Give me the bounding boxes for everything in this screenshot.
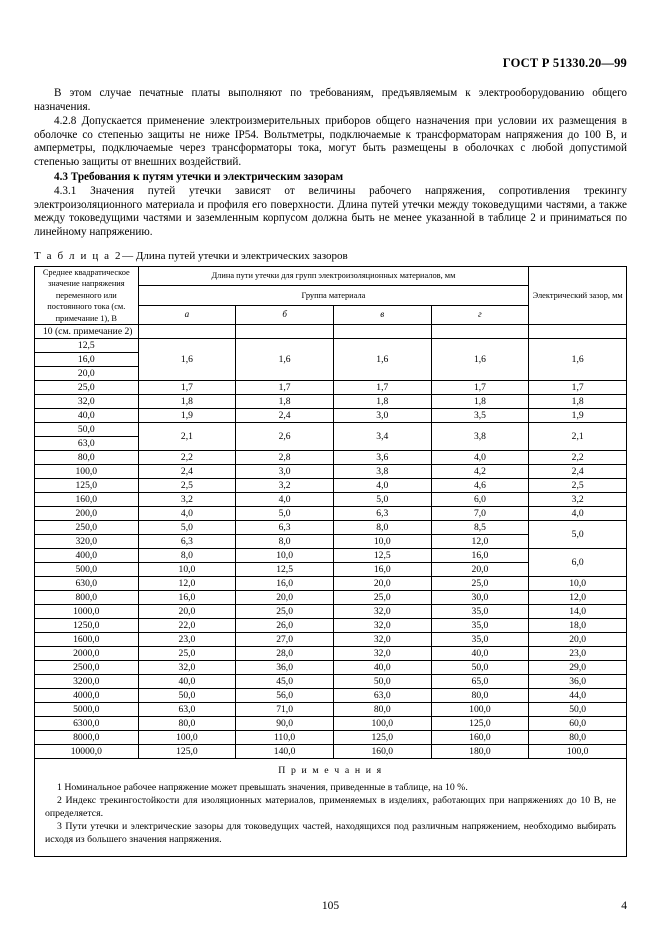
table-row bbox=[35, 577, 627, 591]
cell-b: 16,0 bbox=[236, 577, 334, 591]
cell-g: 80,0 bbox=[431, 689, 529, 703]
cell-voltage: 100,0 bbox=[35, 465, 139, 479]
cell-g: 65,0 bbox=[431, 675, 529, 689]
table-row bbox=[35, 521, 627, 535]
cell-b: 140,0 bbox=[236, 745, 334, 759]
cell-v: 32,0 bbox=[333, 647, 431, 661]
cell-a: 1,7 bbox=[138, 381, 236, 395]
cell-b: 20,0 bbox=[236, 591, 334, 605]
cell-b: 4,0 bbox=[236, 493, 334, 507]
cell-e: 20,0 bbox=[529, 633, 627, 647]
table-row bbox=[35, 381, 627, 395]
cell-b: 8,0 bbox=[236, 535, 334, 549]
cell-b: 2,6 bbox=[236, 423, 334, 451]
cell-e: 60,0 bbox=[529, 717, 627, 731]
cell-v: 12,5 bbox=[333, 549, 431, 563]
cell-voltage: 630,0 bbox=[35, 577, 139, 591]
cell-a: 3,2 bbox=[138, 493, 236, 507]
cell-b: 56,0 bbox=[236, 689, 334, 703]
table-header-row-1 bbox=[35, 266, 627, 286]
cell-a: 5,0 bbox=[138, 521, 236, 535]
table-row bbox=[35, 591, 627, 605]
table-row bbox=[35, 465, 627, 479]
cell-a: 2,5 bbox=[138, 479, 236, 493]
cell-a: 4,0 bbox=[138, 507, 236, 521]
table-row-note bbox=[35, 325, 627, 339]
cell-v: 1,6 bbox=[333, 339, 431, 381]
cell-g: 125,0 bbox=[431, 717, 529, 731]
cell-a: 23,0 bbox=[138, 633, 236, 647]
cell-a: 20,0 bbox=[138, 605, 236, 619]
cell-v: 6,3 bbox=[333, 507, 431, 521]
cell-v: 160,0 bbox=[333, 745, 431, 759]
header-group-b: б bbox=[236, 305, 334, 325]
cell-b: 1,6 bbox=[236, 339, 334, 381]
paragraph-431: 4.3.1 Значения путей утечки зависят от величины рабочего напряжения, сопротивления трекингу электроизоляционного материала и профиля его поверхности. Длина путей утечки между токоведущими частями, а также между токоведущими частями и заземленным корпусом должна быть не менее указанной в таблице 2 и приниматься по линейному напряжению. bbox=[34, 185, 627, 238]
note-item: 3 Пути утечки и электрические зазоры для токоведущих частей, находящихся под различным напряжением, необходимо выбирать исходя из большего значения напряжения. bbox=[45, 821, 616, 845]
cell-v: 1,7 bbox=[333, 381, 431, 395]
table-row bbox=[35, 507, 627, 521]
cell-e: 14,0 bbox=[529, 605, 627, 619]
cell-b: 1,7 bbox=[236, 381, 334, 395]
cell-e: 50,0 bbox=[529, 703, 627, 717]
cell-e: 4,0 bbox=[529, 507, 627, 521]
cell-b: 45,0 bbox=[236, 675, 334, 689]
header-group-v: в bbox=[333, 305, 431, 325]
cell-a: 63,0 bbox=[138, 703, 236, 717]
cell-voltage: 3200,0 bbox=[35, 675, 139, 689]
cell-e: 1,8 bbox=[529, 395, 627, 409]
cell-e: 6,0 bbox=[529, 549, 627, 577]
cell-b: 12,5 bbox=[236, 563, 334, 577]
header-material-group: Группа материала bbox=[138, 286, 529, 306]
cell-b: 6,3 bbox=[236, 521, 334, 535]
cell-g: 30,0 bbox=[431, 591, 529, 605]
cell-voltage: 8000,0 bbox=[35, 731, 139, 745]
table-row bbox=[35, 731, 627, 745]
cell-blank-v bbox=[333, 325, 431, 339]
cell-blank-e bbox=[529, 325, 627, 339]
cell-v: 25,0 bbox=[333, 591, 431, 605]
cell-v: 3,6 bbox=[333, 451, 431, 465]
cell-g: 4,0 bbox=[431, 451, 529, 465]
table-row bbox=[35, 619, 627, 633]
table-row bbox=[35, 703, 627, 717]
cell-e: 3,2 bbox=[529, 493, 627, 507]
cell-v: 16,0 bbox=[333, 563, 431, 577]
section-heading-43: 4.3 Требования к путям утечки и электрическим зазорам bbox=[54, 170, 344, 183]
table-row bbox=[35, 633, 627, 647]
cell-a: 2,1 bbox=[138, 423, 236, 451]
cell-b: 90,0 bbox=[236, 717, 334, 731]
cell-blank-a bbox=[138, 325, 236, 339]
cell-e: 10,0 bbox=[529, 577, 627, 591]
cell-voltage: 20,0 bbox=[35, 367, 139, 381]
cell-b: 3,0 bbox=[236, 465, 334, 479]
cell-g: 50,0 bbox=[431, 661, 529, 675]
table-row bbox=[35, 423, 627, 437]
cell-voltage: 1000,0 bbox=[35, 605, 139, 619]
cell-voltage: 25,0 bbox=[35, 381, 139, 395]
header-clearance: Электрический зазор, мм bbox=[529, 266, 627, 325]
cell-g: 1,7 bbox=[431, 381, 529, 395]
table-row bbox=[35, 605, 627, 619]
cell-e: 36,0 bbox=[529, 675, 627, 689]
cell-voltage: 6300,0 bbox=[35, 717, 139, 731]
cell-b: 1,8 bbox=[236, 395, 334, 409]
cell-e: 1,9 bbox=[529, 409, 627, 423]
cell-voltage: 32,0 bbox=[35, 395, 139, 409]
cell-e: 12,0 bbox=[529, 591, 627, 605]
cell-v: 50,0 bbox=[333, 675, 431, 689]
cell-g: 12,0 bbox=[431, 535, 529, 549]
cell-voltage: 320,0 bbox=[35, 535, 139, 549]
header-creepage-group: Длина пути утечки для групп электроизоляционных материалов, мм bbox=[138, 266, 529, 286]
cell-b: 2,8 bbox=[236, 451, 334, 465]
cell-e: 44,0 bbox=[529, 689, 627, 703]
cell-v: 32,0 bbox=[333, 605, 431, 619]
table-row bbox=[35, 493, 627, 507]
cell-e: 29,0 bbox=[529, 661, 627, 675]
cell-e: 2,4 bbox=[529, 465, 627, 479]
table-caption-text: — Длина путей утечки и электрических зазоров bbox=[122, 249, 348, 262]
cell-voltage: 160,0 bbox=[35, 493, 139, 507]
paragraph-428: 4.2.8 Допускается применение электроизмерительных приборов общего назначения при условии их размещения в оболочке со степенью защиты не ниже IP54. Вольтметры, подключаемые к трансформаторам напряжения до 100 В, и амперметры, подключаемые через трансформаторы тока, могут быть размещены в оболочках с любой допустимой степенью защиты от внешних воздействий. bbox=[34, 115, 627, 168]
cell-g: 160,0 bbox=[431, 731, 529, 745]
cell-e: 1,6 bbox=[529, 339, 627, 381]
cell-voltage: 400,0 bbox=[35, 549, 139, 563]
header-group-g: г bbox=[431, 305, 529, 325]
header-group-a: a bbox=[138, 305, 236, 325]
cell-v: 32,0 bbox=[333, 633, 431, 647]
header-voltage: Среднее квадратическое значение напряжения переменного или постоянного тока (см. примечание 1), В bbox=[35, 266, 139, 325]
document-standard-number: ГОСТ Р 51330.20—99 bbox=[502, 56, 627, 70]
cell-g: 35,0 bbox=[431, 605, 529, 619]
cell-voltage: 2500,0 bbox=[35, 661, 139, 675]
cell-a: 16,0 bbox=[138, 591, 236, 605]
cell-voltage: 200,0 bbox=[35, 507, 139, 521]
cell-g: 3,5 bbox=[431, 409, 529, 423]
cell-b: 28,0 bbox=[236, 647, 334, 661]
page-footer bbox=[34, 900, 627, 912]
table-caption bbox=[34, 250, 627, 262]
table-row bbox=[35, 745, 627, 759]
cell-g: 100,0 bbox=[431, 703, 529, 717]
cell-a: 8,0 bbox=[138, 549, 236, 563]
cell-a: 125,0 bbox=[138, 745, 236, 759]
cell-voltage: 40,0 bbox=[35, 409, 139, 423]
cell-g: 35,0 bbox=[431, 633, 529, 647]
cell-a: 1,6 bbox=[138, 339, 236, 381]
cell-g: 35,0 bbox=[431, 619, 529, 633]
cell-v: 32,0 bbox=[333, 619, 431, 633]
creepage-distance-table bbox=[34, 266, 627, 760]
cell-g: 4,2 bbox=[431, 465, 529, 479]
cell-g: 3,8 bbox=[431, 423, 529, 451]
cell-a: 100,0 bbox=[138, 731, 236, 745]
cell-voltage: 500,0 bbox=[35, 563, 139, 577]
cell-v: 8,0 bbox=[333, 521, 431, 535]
cell-g: 7,0 bbox=[431, 507, 529, 521]
paragraph-1: В этом случае печатные платы выполняют по требованиям, предъявляемым к электрооборудованию общего назначения. bbox=[34, 87, 627, 113]
cell-v: 4,0 bbox=[333, 479, 431, 493]
cell-a: 1,8 bbox=[138, 395, 236, 409]
cell-v: 3,8 bbox=[333, 465, 431, 479]
cell-blank-b bbox=[236, 325, 334, 339]
cell-v: 20,0 bbox=[333, 577, 431, 591]
cell-voltage: 12,5 bbox=[35, 339, 139, 353]
cell-b: 25,0 bbox=[236, 605, 334, 619]
cell-g: 4,6 bbox=[431, 479, 529, 493]
cell-v: 5,0 bbox=[333, 493, 431, 507]
cell-g: 8,5 bbox=[431, 521, 529, 535]
cell-e: 18,0 bbox=[529, 619, 627, 633]
cell-g: 1,8 bbox=[431, 395, 529, 409]
cell-b: 110,0 bbox=[236, 731, 334, 745]
cell-b: 5,0 bbox=[236, 507, 334, 521]
cell-e: 1,7 bbox=[529, 381, 627, 395]
table-row bbox=[35, 395, 627, 409]
table-row bbox=[35, 479, 627, 493]
cell-voltage: 50,0 bbox=[35, 423, 139, 437]
cell-g: 40,0 bbox=[431, 647, 529, 661]
table-row bbox=[35, 717, 627, 731]
cell-g: 25,0 bbox=[431, 577, 529, 591]
cell-e: 80,0 bbox=[529, 731, 627, 745]
cell-e: 2,1 bbox=[529, 423, 627, 451]
cell-g: 180,0 bbox=[431, 745, 529, 759]
cell-b: 10,0 bbox=[236, 549, 334, 563]
cell-b: 2,4 bbox=[236, 409, 334, 423]
table-row bbox=[35, 689, 627, 703]
cell-voltage: 2000,0 bbox=[35, 647, 139, 661]
cell-e: 5,0 bbox=[529, 521, 627, 549]
table-row bbox=[35, 661, 627, 675]
cell-v: 3,0 bbox=[333, 409, 431, 423]
cell-b: 3,2 bbox=[236, 479, 334, 493]
cell-voltage: 4000,0 bbox=[35, 689, 139, 703]
cell-voltage: 5000,0 bbox=[35, 703, 139, 717]
table-row bbox=[35, 451, 627, 465]
table-caption-label: Т а б л и ц а 2 bbox=[34, 249, 123, 262]
note-item: 2 Индекс трекингостойкости для изоляционных материалов, применяемых в изделиях, работающих при напряжениях до 10 В, не определяется. bbox=[45, 795, 616, 819]
cell-voltage-note: 10 (см. примечание 2) bbox=[35, 325, 139, 339]
cell-a: 50,0 bbox=[138, 689, 236, 703]
cell-a: 40,0 bbox=[138, 675, 236, 689]
table-row bbox=[35, 549, 627, 563]
cell-voltage: 800,0 bbox=[35, 591, 139, 605]
notes-title: П р и м е ч а н и я bbox=[278, 765, 383, 777]
cell-v: 40,0 bbox=[333, 661, 431, 675]
cell-e: 100,0 bbox=[529, 745, 627, 759]
page-number: 105 bbox=[321, 900, 340, 912]
cell-voltage: 125,0 bbox=[35, 479, 139, 493]
cell-v: 63,0 bbox=[333, 689, 431, 703]
cell-a: 6,3 bbox=[138, 535, 236, 549]
cell-g: 6,0 bbox=[431, 493, 529, 507]
cell-a: 32,0 bbox=[138, 661, 236, 675]
note-item: 1 Номинальное рабочее напряжение может превышать значения, приведенные в таблице, на 10 %. bbox=[57, 781, 468, 793]
section-number: 4 bbox=[621, 900, 627, 912]
cell-b: 27,0 bbox=[236, 633, 334, 647]
cell-voltage: 63,0 bbox=[35, 437, 139, 451]
cell-a: 22,0 bbox=[138, 619, 236, 633]
table-row bbox=[35, 339, 627, 353]
table-row bbox=[35, 409, 627, 423]
cell-g: 1,6 bbox=[431, 339, 529, 381]
cell-b: 26,0 bbox=[236, 619, 334, 633]
cell-blank-g bbox=[431, 325, 529, 339]
cell-a: 10,0 bbox=[138, 563, 236, 577]
cell-a: 2,2 bbox=[138, 451, 236, 465]
cell-a: 25,0 bbox=[138, 647, 236, 661]
cell-v: 10,0 bbox=[333, 535, 431, 549]
cell-a: 12,0 bbox=[138, 577, 236, 591]
table-row bbox=[35, 647, 627, 661]
cell-v: 80,0 bbox=[333, 703, 431, 717]
cell-g: 16,0 bbox=[431, 549, 529, 563]
cell-v: 1,8 bbox=[333, 395, 431, 409]
cell-a: 1,9 bbox=[138, 409, 236, 423]
cell-v: 100,0 bbox=[333, 717, 431, 731]
cell-a: 2,4 bbox=[138, 465, 236, 479]
cell-v: 3,4 bbox=[333, 423, 431, 451]
table-notes bbox=[34, 759, 627, 857]
cell-b: 36,0 bbox=[236, 661, 334, 675]
cell-voltage: 1250,0 bbox=[35, 619, 139, 633]
cell-g: 20,0 bbox=[431, 563, 529, 577]
cell-voltage: 80,0 bbox=[35, 451, 139, 465]
cell-e: 23,0 bbox=[529, 647, 627, 661]
cell-v: 125,0 bbox=[333, 731, 431, 745]
table-row bbox=[35, 675, 627, 689]
cell-voltage: 10000,0 bbox=[35, 745, 139, 759]
cell-a: 80,0 bbox=[138, 717, 236, 731]
cell-voltage: 250,0 bbox=[35, 521, 139, 535]
cell-e: 2,2 bbox=[529, 451, 627, 465]
cell-voltage: 1600,0 bbox=[35, 633, 139, 647]
cell-voltage: 16,0 bbox=[35, 353, 139, 367]
cell-e: 2,5 bbox=[529, 479, 627, 493]
cell-b: 71,0 bbox=[236, 703, 334, 717]
